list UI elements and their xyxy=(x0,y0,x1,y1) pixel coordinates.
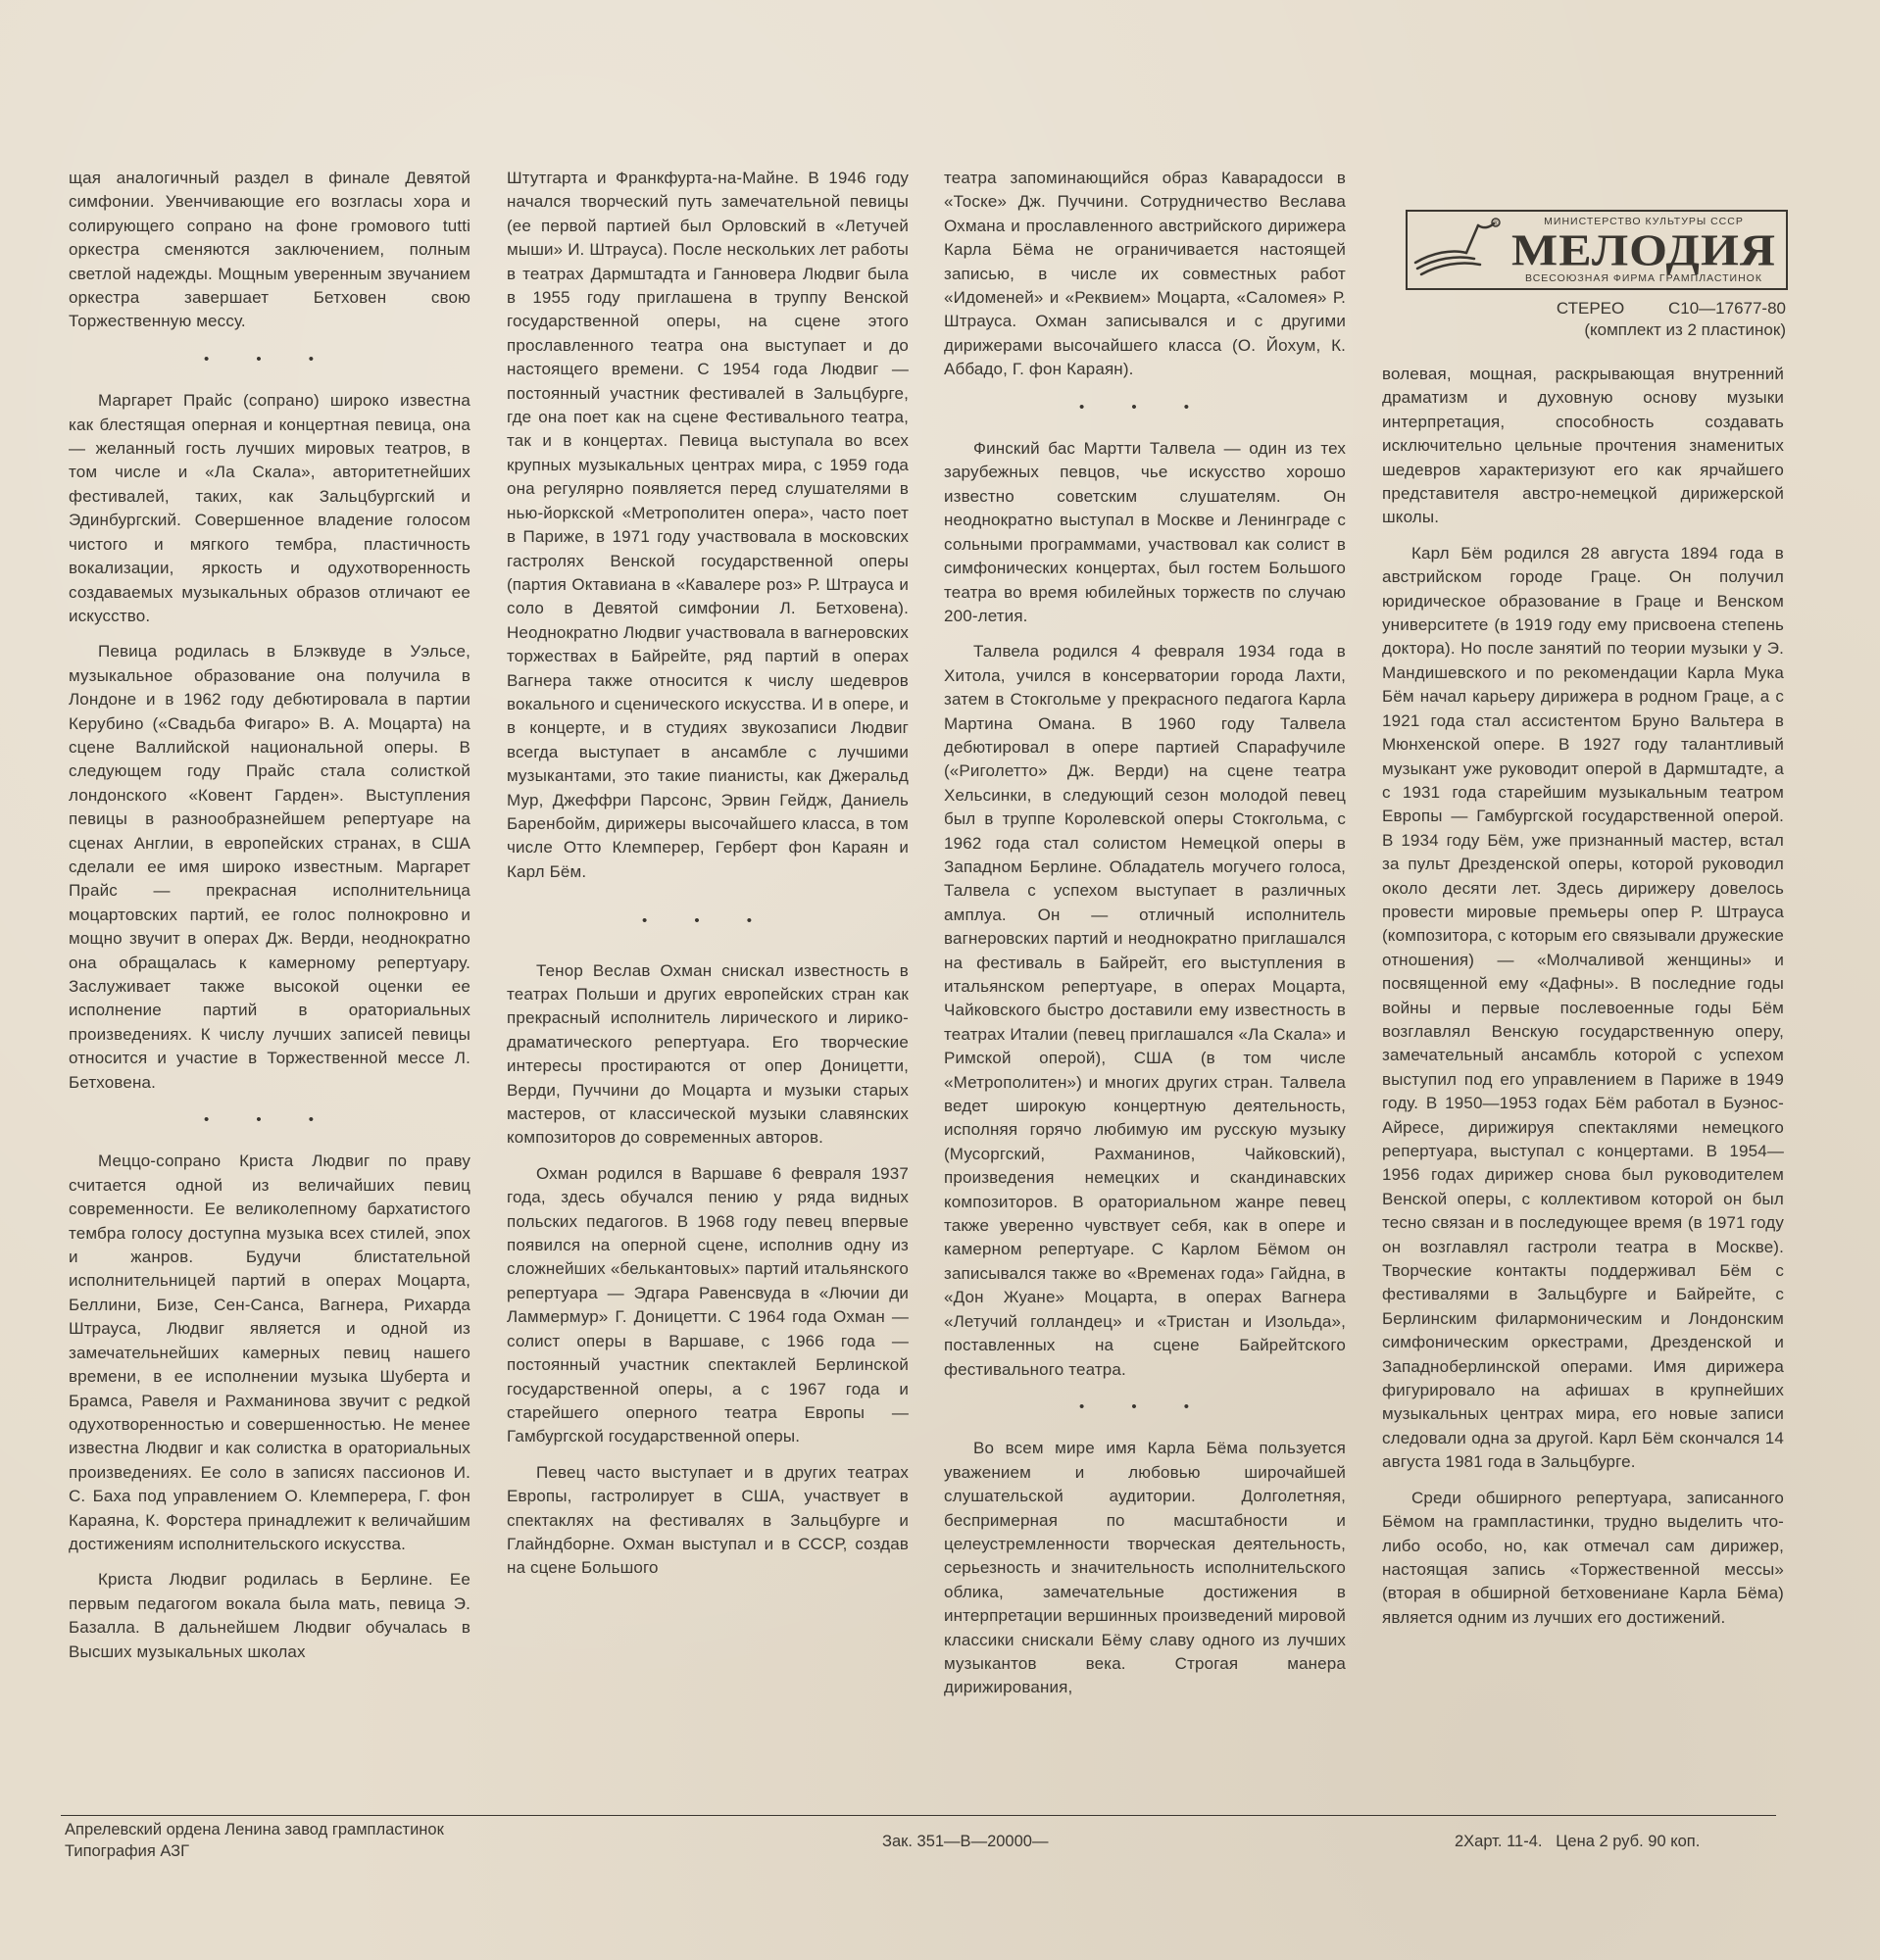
registered-mark: ® xyxy=(1493,220,1499,227)
catalog-info xyxy=(1406,298,1788,341)
melodiya-logo xyxy=(1406,210,1788,290)
section-separator: • • • xyxy=(1078,1397,1212,1415)
footer-left xyxy=(65,1819,444,1862)
catalog-number: С10—17677-80 xyxy=(1667,299,1786,318)
section-separator: • • • xyxy=(203,350,336,368)
paragraph: волевая, мощная, раскрывающая внутренний драматизм и духовную основу музыки интерпретация, способность создавать исключительно цельные прочтения знаменитых шедевров характеризуют его как ярчайшего представителя австро-немецкой дирижерской школы. xyxy=(1382,365,1784,527)
paragraph: Штутгарта и Франкфурта-на-Майне. В 1946 году начался творческий путь замечательной певицы (ее первой партией был Орловский в «Летучей мыши» И. Штрауса). После нескольких лет работы в театрах Дармштадта и Ганновера Людвиг была в 1955 году приглашена в труппу Венской государственной оперы, на сцене этого прославленного театра она выступает и до настоящего времени. С 1954 года Людвиг — постоянный участник фестивалей в Зальцбурге, где она поет как на сцене Фестивального театра, так и в концертах. Певица выступала во всех крупных музыкальных центрах мира, с 1959 года она регулярно появляется перед слушателями в нью-йоркской «Метрополитен опера», часто поет в Париже, в 1971 году участвовала в московских гастролях Венской государственной оперы (партия Октавиана в «Кавалере роз» Р. Штрауса и соло в Девятой симфонии Л. Бетховена). Неоднократно Людвиг участвовала в вагнеровских торжествах в Байрейте, ряд партий в операх Вагнера также относится к числу шедевров вокального и сценического искусства. И в опере, и в концерте, и в студиях звукозаписи Людвиг всегда выступает в ансамбле с лучшими музыкантами, это такие пианисты, как Джеральд Мур, Джеффри Парсонс, Эрвин Гейдж, Даниель Баренбойм, дирижеры высочайшего класса, в том числе Отто Клемперер, Герберт фон Караян и Карл Бём. xyxy=(507,169,909,881)
footer-right xyxy=(1455,1831,1700,1852)
section-separator: • • • xyxy=(203,1111,336,1129)
paragraph: Тенор Веслав Охман снискал известность в театрах Польши и других европейских стран как прекрасный исполнитель лирического и лирико-драматического репертуара. Его творческие интересы простираются от опер Доницетти, Верди, Пуччини до Моцарта и музыки старых мастеров, от классической музыки славянских композиторов до современных авторов. xyxy=(507,960,909,1148)
logo-text xyxy=(1506,214,1786,286)
text-column-1 xyxy=(69,167,470,1676)
price: Цена 2 руб. 90 коп. xyxy=(1556,1833,1701,1850)
paragraph: Во всем мире имя Карла Бёма пользуется уважением и любовью широчайшей слушательской аудитории. Долголетняя, беспримерная по масштабности и целеустремленности творческая деятельность, серьезность и значительность исполнительского облика, замечательные достижения в интерпретации вершинных произведений мировой классики снискали Бёму славу одного из лучших музыкантов века. Строгая манера дирижирования, xyxy=(944,1439,1346,1697)
plant-name: Апрелевский ордена Ленина завод грампластинок xyxy=(65,1821,444,1838)
paragraph: Певица родилась в Блэквуде в Уэльсе, музыкальное образование она получила в Лондоне и в 1962 году дебютировала в партии Керубино («Свадьба Фигаро» В. А. Моцарта) на сцене Валлийской национальной оперы. В следующем году Прайс стала солисткой лондонского «Ковент Гарден». Выступления певицы в разнообразнейшем репертуаре на сценах Англии, в европейских странах, в США сделали ее имя широко известным. Маргарет Прайс — прекрасная исполнительница моцартовских партий, ее голос полнокровно и мощно звучит в операх Дж. Верди, неоднократно она обращалась к камерному репертуару. Заслуживает также высокой оценки ее исполнение партий в ораториальных произведениях. К числу лучших записей певицы относится и участие в Торжественной мессе Л. Бетховена. xyxy=(69,642,470,1092)
paragraph: Карл Бём родился 28 августа 1894 года в австрийском городе Граце. Он получил юридическое образование в Граце и Венском университете (в 1919 году ему присвоена степень доктора). Но после занятий по теории музыки у Э. Мандишевского и по рекомендации Карла Мука Бём начал карьеру дирижера в родном Граце, а с 1921 года стал ассистентом Бруно Вальтера в Мюнхенской опере. В 1927 году талантливый музыкант уже руководит оперой в Дармштадте, а с 1931 года старейшим музыкальным театром Европы — Гамбургской государственной оперой. В 1934 году Бём, уже признанный мастер, встал за пульт Дрезденской оперы, которой руководил около десяти лет. Здесь дирижеру довелось провести мировые премьеры опер Р. Штрауса (композитора, с которым его связывали дружеские отношения) — «Молчаливой женщины» и посвященной ему «Дафны». В последние годы войны и первые послевоенные годы Бём возглавлял Венскую государственную оперу, замечательный ансамбль которой с успехом выступил под его управлением в Париже в 1949 году. В 1950—1953 годах Бём работал в Буэнос-Айресе, дирижируя спектаклями немецкого репертуара, выступал с концертами. В 1954—1956 годах дирижер снова был руководителем Венской оперы, с коллективом которой он был тесно связан и в последующее время (в 1971 году он возглавлял гастроли театра в Москве). Творческие контакты поддерживал Бём с фестивалями в Зальцбурге и Байрейте, с Берлинским филармоническим и Лондонским симфоническим оркестрами, Дрезденской и Западноберлинской операми. Имя дирижера фигурировало на афишах в крупнейших музыкальных центрах мира, его новые записи следовали одна за другой. Карл Бём скончался 14 августа 1981 года в Зальцбурге. xyxy=(1382,543,1784,1472)
label-logo-block xyxy=(1406,210,1788,341)
paragraph: Певец часто выступает и в других театрах Европы, гастролирует в США, участвует в спектаклях на фестивалях в Зальцбурге и Глайндборне. Охман выступал и в СССР, создав на сцене Большого xyxy=(507,1462,909,1578)
footer-divider xyxy=(61,1815,1776,1816)
paragraph: Охман родился в Варшаве 6 февраля 1937 года, здесь обучался пению у ряда видных польских педагогов. В 1968 году певец впервые появился на оперной сцене, исполнив одну из сложнейших «белькантовых» партий итальянского репертуара — Эдгара Равенсвуда в «Лючии ди Ламмермур» Г. Доницетти. С 1964 года Охман — солист оперы в Варшаве, с 1966 года — постоянный участник спектаклей Берлинской государственной оперы, а с 1967 года и старейшего оперного театра Европы — Гамбургской государственной оперы. xyxy=(507,1163,909,1446)
section-separator: • • • xyxy=(641,912,774,930)
melodiya-emblem-icon xyxy=(1408,214,1506,286)
paragraph: щая аналогичный раздел в финале Девятой симфонии. Увенчивающие его возгласы хора и солирующего сопрано на фоне громового tutti оркестра сменяются заключением, полным светлой надежды. Мощным уверенным звучанием оркестра завершает Бетховен свою Торжественную мессу. xyxy=(69,169,470,331)
order-number: Зак. 351—В—20000— xyxy=(882,1833,1049,1850)
text-column-3 xyxy=(944,167,1346,1712)
paragraph: театра запоминающийся образ Каварадосси в «Тоске» Дж. Пуччини. Сотрудничество Веслава Охмана и прославленного австрийского дирижера Карла Бёма не ограничивается настоящей записью, в числе их совместных работ «Идоменей» и «Реквием» Моцарта, «Саломея» Р. Штрауса. Охман записывался и с другими дирижерами высочайшего класса (О. Йохум, К. Аббадо, Г. фон Караян). xyxy=(944,169,1346,379)
text-column-4 xyxy=(1382,363,1784,1642)
paragraph: Меццо-сопрано Криста Людвиг по праву считается одной из величайших певиц современности. Ее великолепному бархатистого тембра голосу доступна музыка всех стилей, эпох и жанров. Будучи блистательной исполнительницей партий в операх Моцарта, Беллини, Бизе, Сен-Санса, Вагнера, Рихарда Штрауса, Людвиг является и одной из замечательнейших камерных певиц нашего времени, в ее исполнении музыка Шуберта и Брамса, Равеля и Рахманинова звучит с редкой одухотворенностью и совершенностью. Не менее известна Людвиг и как солистка в ораториальных произведениях. Ее соло в записях пассионов И. С. Баха под управлением О. Клемперера, Г. фон Караяна, К. Форстера принадлежит к величайшим достижениям исполнительского искусства. xyxy=(69,1152,470,1553)
brand-name: МЕЛОДИЯ xyxy=(1511,224,1776,275)
set-note: (комплект из 2 пластинок) xyxy=(1584,320,1786,339)
stereo-label: СТЕРЕО xyxy=(1556,299,1625,318)
ministry-label: МИНИСТЕРСТВО КУЛЬТУРЫ СССР xyxy=(1544,216,1744,227)
section-separator: • • • xyxy=(1078,398,1212,416)
price-code: 2Харт. 11-4. xyxy=(1455,1833,1543,1850)
paragraph: Криста Людвиг родилась в Берлине. Ее первым педагогом вокала была мать, певица Э. Базалла. В дальнейшем Людвиг обучалась в Высших музыкальных школах xyxy=(69,1570,470,1661)
paragraph: Среди обширного репертуара, записанного Бёмом на грампластинки, трудно выделить что-либо особо, но, как отмечал сам дирижер, настоящая запись «Торжественной мессы» (вторая в обширной бетховениане Карла Бёма) является одним из лучших его достижений. xyxy=(1382,1488,1784,1627)
text-column-2 xyxy=(507,167,909,1592)
paragraph: Маргарет Прайс (сопрано) широко известна как блестящая оперная и концертная певица, она — желанный гость лучших мировых театров, в том числе и «Ла Скала», авторитетнейших фестивалей, таких, как Зальцбургский и Эдинбургский. Совершенное владение голосом чистого и мягкого тембра, пластичность вокализации, яркость и одухотворенность создаваемых музыкальных образов отличают ее искусство. xyxy=(69,391,470,625)
paragraph: Талвела родился 4 февраля 1934 года в Хитола, учился в консерватории города Лахти, затем в Стокгольме у прекрасного педагога Карла Мартина Омана. В 1960 году Талвела дебютировал в опере партией Спарафучиле («Риголетто» Дж. Верди) на сцене театра Хельсинки, в следующий сезон молодой певец был в труппе Королевской оперы Стокгольма, с 1962 года стал солистом Немецкой оперы в Западном Берлине. Обладатель могучего голоса, Талвела с успехом выступает в различных амплуа. Он — отличный исполнитель вагнеровских партий и неоднократно приглашался на фестиваль в Байрейт, его выступления в итальянском репертуаре, в операх Моцарта, Чайковского быстро доставили ему известность в театрах Италии (певец приглашался «Ла Скала» и Римской оперой), США (в том числе «Метрополитен») и многих других стран. Талвела ведет широкую концертную деятельность, исполняя горячо любимую им русскую музыку (Мусоргский, Рахманинов, Чайковский), произведения немецких и скандинавских композиторов. В ораториальном жанре певец также уверенно чувствует себя, как в опере и камерном репертуаре. С Карлом Бёмом он записывался также во «Временах года» Гайдна, в «Дон Жуане» Моцарта, в операх Вагнера «Летучий голландец» и «Тристан и Изольда», поставленных на сцене Байрейтского фестивального театра. xyxy=(944,642,1346,1379)
paragraph: Финский бас Мартти Талвела — один из тех зарубежных певцов, чье искусство хорошо известно советским слушателям. Он неоднократно выступал в Москве и Ленинграде с сольными программами, участвовал как солист в симфонических концертах, был гостем Большого театра во время юбилейных торжеств по случаю 200-летия. xyxy=(944,439,1346,625)
firm-label: ВСЕСОЮЗНАЯ ФИРМА ГРАМПЛАСТИНОК xyxy=(1525,272,1762,284)
printer-name: Типография АЗГ xyxy=(65,1842,190,1860)
